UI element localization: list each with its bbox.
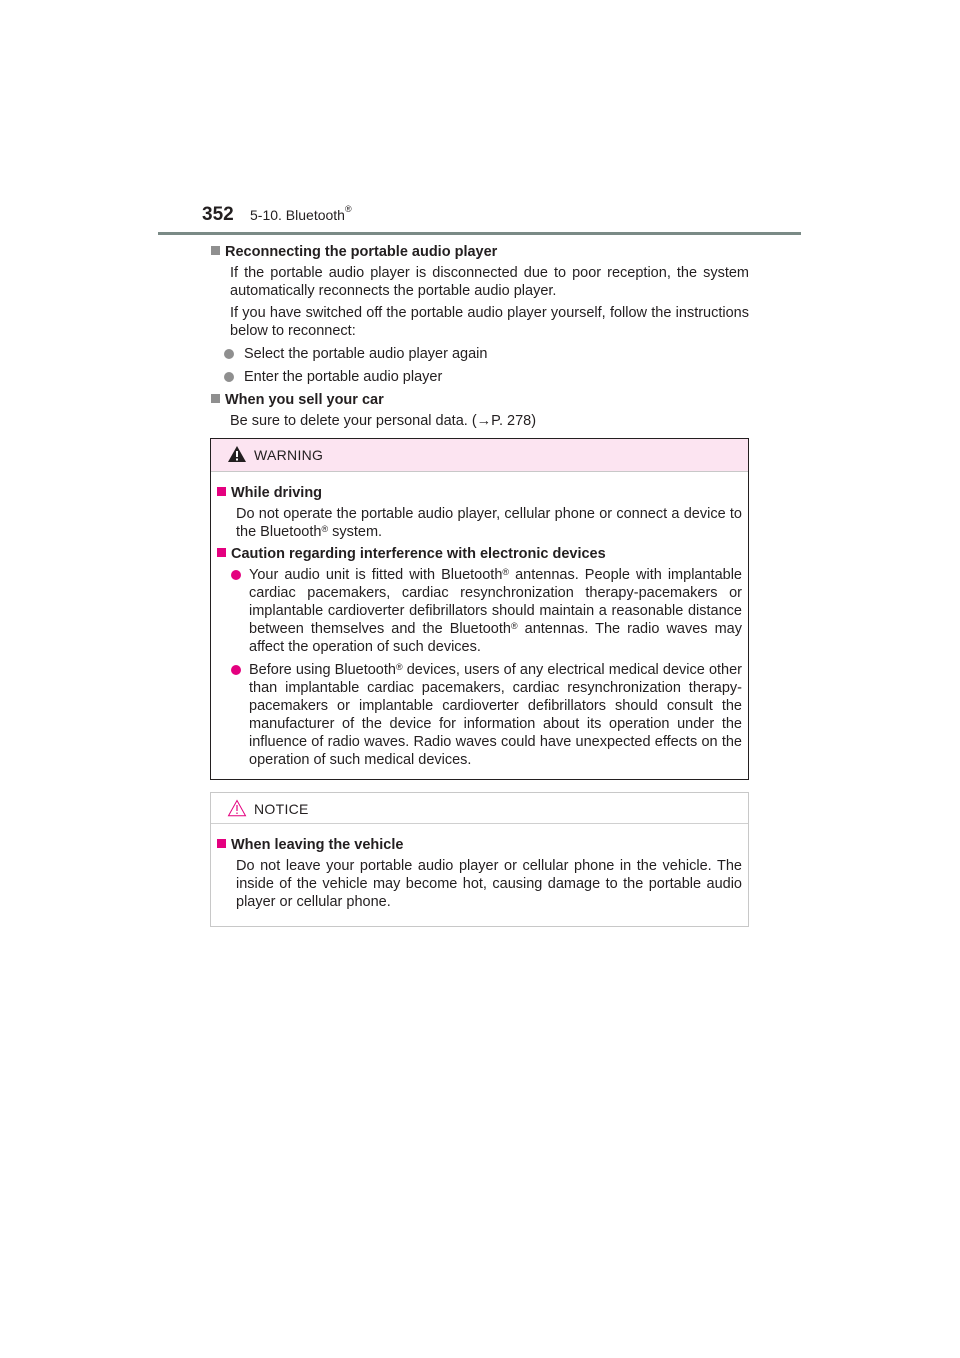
sell-heading <box>211 391 749 409</box>
registered-mark: ® <box>502 567 510 577</box>
notice-box <box>210 792 749 927</box>
section-title-text: 5-10. Bluetooth <box>250 207 345 223</box>
warning-body <box>211 472 748 769</box>
registered-mark: ® <box>321 524 329 534</box>
registered-mark: ® <box>510 621 518 631</box>
interference-heading-text: Caution regarding interference with electronic devices <box>231 546 606 562</box>
bullet-dot-icon <box>224 349 234 359</box>
list-item <box>217 661 742 769</box>
reconnecting-heading <box>211 243 749 261</box>
section-title <box>250 204 352 223</box>
bullet-dot-icon <box>231 665 241 675</box>
header-rule <box>158 232 801 235</box>
notice-header <box>211 793 748 824</box>
leaving-text: Do not leave your portable audio player or cellular phone in the vehicle. The inside of the vehicle may become hot, causing damage to the portable audio player or cellular phone. <box>236 858 742 910</box>
driving-heading-text: While driving <box>231 485 323 501</box>
reconnecting-heading-text: Reconnecting the portable audio player <box>225 244 498 260</box>
square-bullet-icon <box>217 548 226 557</box>
warning-header <box>211 439 748 472</box>
b2-text-b: devices, users of any electrical medical device other than implantable cardiac pacemakers, cardiac resynchronization therapy-pacemakers or implantable cardioverter defibrillators should consult the manufacturer of the device for information about its operation under the influence of radio waves. Radio waves could have unexpected effects on the operation of such medical devices. <box>249 662 742 768</box>
sell-heading-text: When you sell your car <box>225 392 384 408</box>
leaving-heading <box>217 836 742 854</box>
leaving-heading-text: When leaving the vehicle <box>231 837 404 853</box>
notice-label: NOTICE <box>254 801 309 817</box>
list-item <box>211 368 749 386</box>
interference-heading <box>217 545 742 563</box>
bullet-dot-icon <box>231 570 241 580</box>
sell-text: Be sure to delete your personal data. (→P. 278) <box>230 413 537 429</box>
reconnecting-para-1: If the portable audio player is disconnected due to poor reception, the system automatically reconnects the portable audio player. <box>230 265 749 299</box>
bullet-dot-icon <box>224 372 234 382</box>
b1-text-a: Your audio unit is fitted with Bluetooth <box>249 567 503 583</box>
square-bullet-icon <box>211 246 220 255</box>
square-bullet-icon <box>217 839 226 848</box>
main-content <box>211 243 749 430</box>
page-header <box>202 204 802 234</box>
driving-text-a: Do not operate the portable audio player, cellular phone or connect a device to the Bluetooth <box>236 506 742 540</box>
b1-text-b: antennas. People with implantable cardiac pacemakers, cardiac resynchronization therapy-pacemakers or implantable cardioverter defibrillators should maintain a reasonable distance between themselves and the Bluetooth <box>249 567 742 637</box>
b2-text-a: Before using Bluetooth <box>249 662 396 678</box>
reconnecting-para-2: If you have switched off the portable audio player yourself, follow the instructions below to reconnect: <box>230 305 749 339</box>
driving-text-b: system. <box>328 524 383 540</box>
b1-text-c: antennas. The radio waves may affect the operation of such devices. <box>249 621 742 655</box>
warning-triangle-icon <box>227 445 247 463</box>
registered-mark: ® <box>344 204 352 214</box>
list-item-text: Select the portable audio player again <box>244 346 488 362</box>
registered-mark: ® <box>395 662 403 672</box>
notice-body <box>211 824 748 911</box>
warning-label: WARNING <box>254 447 324 463</box>
list-item <box>217 566 742 656</box>
page-number: 352 <box>202 204 234 225</box>
square-bullet-icon <box>217 487 226 496</box>
notice-triangle-icon <box>227 799 247 817</box>
list-item <box>211 345 749 363</box>
driving-text <box>217 505 742 541</box>
warning-box <box>210 438 749 780</box>
list-item-text: Enter the portable audio player <box>244 369 443 385</box>
driving-heading <box>217 484 742 502</box>
square-bullet-icon <box>211 394 220 403</box>
